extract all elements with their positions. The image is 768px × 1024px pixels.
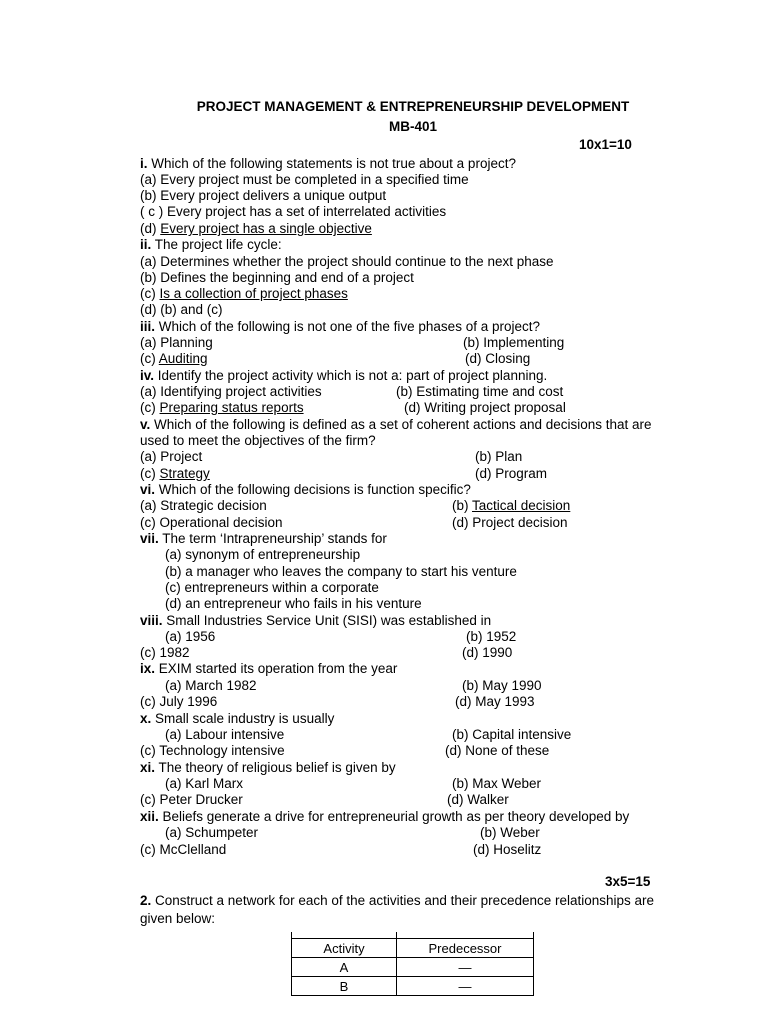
q12-option-d: (d) Hoselitz	[473, 842, 542, 857]
question-2: ii. The project life cycle:	[140, 237, 282, 252]
q9-option-c: (c) July 1996	[140, 694, 218, 709]
q1-option-b: (b) Every project delivers a unique output	[140, 188, 387, 203]
q6-option-d: (d) Project decision	[452, 515, 568, 530]
question-11: xi. The theory of religious belief is given by	[140, 760, 396, 775]
table-cell-activity: A	[292, 958, 397, 977]
question-6: vi. Which of the following decisions is function specific?	[140, 482, 471, 497]
q8-option-c: (c) 1982	[140, 645, 190, 660]
q9-option-d: (d) May 1993	[455, 694, 535, 709]
q9-option-a: (a) March 1982	[165, 678, 257, 693]
question-7: vii. The term ‘Intrapreneurship’ stands for	[140, 531, 387, 546]
question-5-continued: used to meet the objectives of the firm?	[140, 433, 376, 448]
q7-option-b: (b) a manager who leaves the company to start his venture	[165, 564, 517, 579]
question-3: iii. Which of the following is not one of the five phases of a project?	[140, 319, 540, 334]
q12-option-c: (c) McClelland	[140, 842, 227, 857]
marks-section-2: 3x5=15	[605, 874, 651, 889]
q4-option-b: (b) Estimating time and cost	[396, 384, 564, 399]
q5-option-a: (a) Project	[140, 449, 203, 464]
question-2-network: 2. Construct a network for each of the activities and their precedence relationships are	[140, 893, 655, 908]
q10-option-a: (a) Labour intensive	[165, 727, 285, 742]
q6-option-a: (a) Strategic decision	[140, 498, 267, 513]
question-4: iv. Identify the project activity which is not a: part of project planning.	[140, 368, 548, 383]
q4-option-a: (a) Identifying project activities	[140, 384, 322, 399]
q2-option-d: (d) (b) and (c)	[140, 302, 223, 317]
table-cell-predecessor: —	[397, 977, 534, 996]
q6-option-b: (b) Tactical decision	[452, 498, 571, 513]
question-10: x. Small scale industry is usually	[140, 711, 335, 726]
q3-option-b: (b) Implementing	[463, 335, 565, 350]
q6-option-c: (c) Operational decision	[140, 515, 283, 530]
question-2-network-continued: given below:	[140, 911, 216, 926]
q5-option-c: (c) Strategy	[140, 466, 210, 481]
question-5: v. Which of the following is defined as a set of coherent actions and decisions that are	[140, 417, 652, 432]
q12-option-a: (a) Schumpeter	[165, 825, 259, 840]
q12-option-b: (b) Weber	[480, 825, 540, 840]
column-header-predecessor: Predecessor	[397, 939, 534, 958]
q5-option-b: (b) Plan	[475, 449, 523, 464]
q3-option-a: (a) Planning	[140, 335, 213, 350]
q7-option-d: (d) an entrepreneur who fails in his venture	[165, 596, 422, 611]
table-cell-predecessor: —	[397, 958, 534, 977]
table-row	[292, 958, 534, 977]
table-row	[292, 977, 534, 996]
q2-option-a: (a) Determines whether the project should continue to the next phase	[140, 254, 554, 269]
q11-option-d: (d) Walker	[447, 792, 509, 807]
q11-option-c: (c) Peter Drucker	[140, 792, 243, 807]
precedence-table	[291, 932, 534, 996]
q8-option-d: (d) 1990	[462, 645, 513, 660]
q2-option-c: (c) Is a collection of project phases	[140, 286, 348, 301]
q1-option-a: (a) Every project must be completed in a specified time	[140, 172, 469, 187]
q10-option-d: (d) None of these	[445, 743, 550, 758]
q10-option-c: (c) Technology intensive	[140, 743, 285, 758]
column-header-activity: Activity	[292, 939, 397, 958]
q2-option-b: (b) Defines the beginning and end of a project	[140, 270, 414, 285]
q10-option-b: (b) Capital intensive	[452, 727, 572, 742]
q7-option-c: (c) entrepreneurs within a corporate	[165, 580, 379, 595]
q8-option-b: (b) 1952	[466, 629, 517, 644]
question-8: viii. Small Industries Service Unit (SISI) was established in	[140, 613, 492, 628]
q7-option-a: (a) synonym of entrepreneurship	[165, 547, 361, 562]
question-1: i. Which of the following statements is not true about a project?	[140, 156, 516, 171]
question-9: ix. EXIM started its operation from the year	[140, 661, 398, 676]
q8-option-a: (a) 1956	[165, 629, 216, 644]
q4-option-d: (d) Writing project proposal	[404, 400, 566, 415]
q4-option-c: (c) Preparing status reports	[140, 400, 304, 415]
course-code: MB-401	[388, 119, 437, 134]
q11-option-b: (b) Max Weber	[452, 776, 542, 791]
question-12: xii. Beliefs generate a drive for entrepreneurial growth as per theory developed by	[140, 809, 630, 824]
marks-section-1: 10x1=10	[579, 137, 632, 152]
q9-option-b: (b) May 1990	[462, 678, 542, 693]
q11-option-a: (a) Karl Marx	[165, 776, 244, 791]
table-header-row	[292, 939, 534, 958]
q1-option-c: ( c ) Every project has a set of interrelated activities	[140, 204, 447, 219]
table-cell-activity: B	[292, 977, 397, 996]
q5-option-d: (d) Program	[475, 466, 548, 481]
q3-option-d: (d) Closing	[465, 351, 531, 366]
q3-option-c: (c) Auditing	[140, 351, 208, 366]
exam-title: PROJECT MANAGEMENT & ENTREPRENEURSHIP DEVELOPMENT	[196, 99, 630, 114]
q1-option-d: (d) Every project has a single objective	[140, 221, 372, 236]
